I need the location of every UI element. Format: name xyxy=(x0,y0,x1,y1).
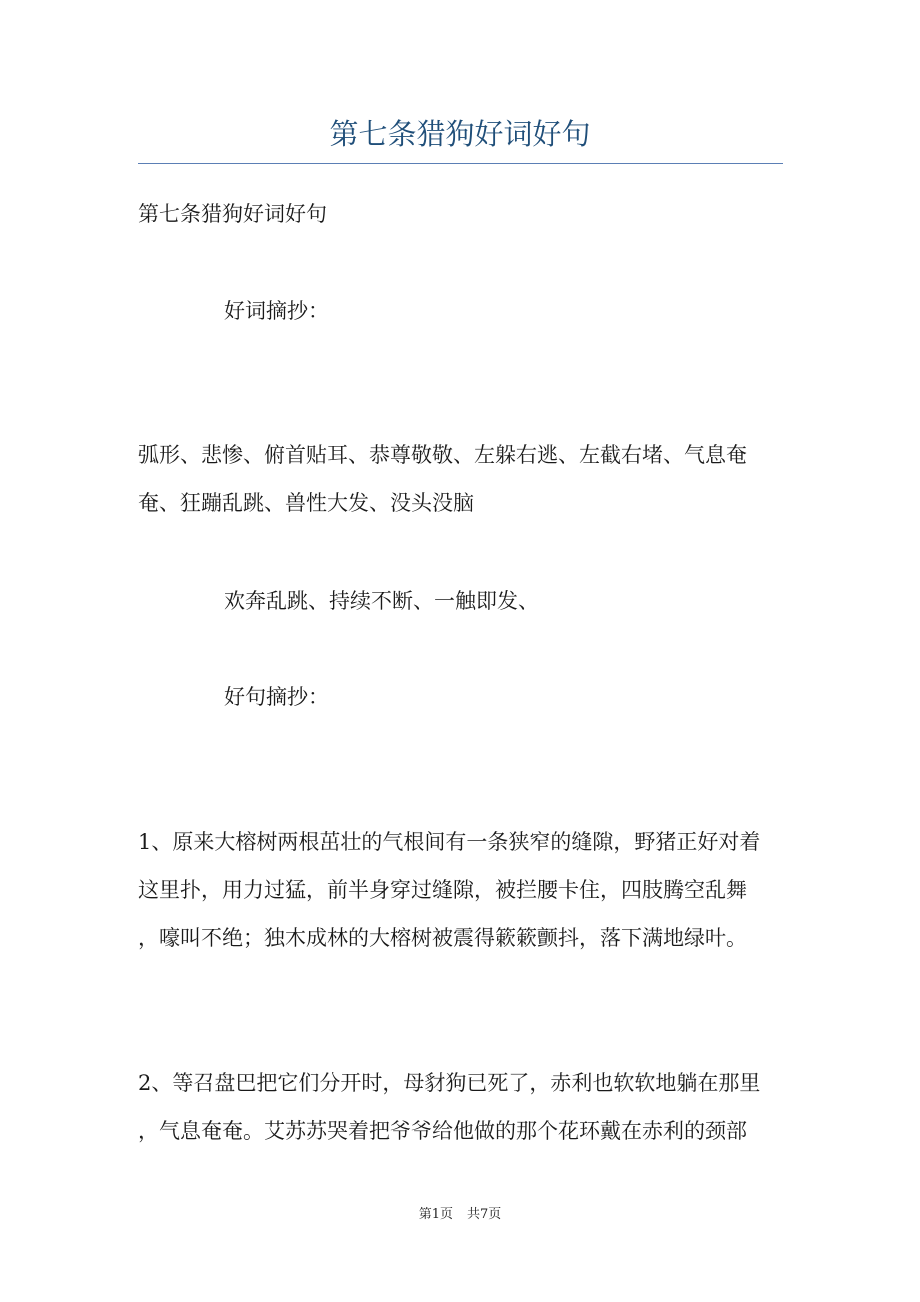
words-extra: 欢奔乱跳、持续不断、一触即发、 xyxy=(224,589,539,613)
page-title: 第七条猎狗好词好句 xyxy=(329,117,591,151)
title-divider xyxy=(138,163,783,164)
sentence-line: ，气息奄奄。艾苏苏哭着把爷爷给他做的那个花环戴在赤利的颈部 xyxy=(138,1119,747,1143)
page-number: 第1页 xyxy=(418,1207,453,1222)
words-heading: 好词摘抄： xyxy=(224,299,329,323)
page-footer xyxy=(0,1205,920,1225)
page-total: 共7页 xyxy=(467,1207,502,1222)
sentence-line: ，嚎叫不绝；独木成林的大榕树被震得簌簌颤抖，落下满地绿叶。 xyxy=(138,926,747,950)
sentence-1 xyxy=(138,818,783,962)
words-line: 奄、狂蹦乱跳、兽性大发、没头没脑 xyxy=(138,491,474,515)
sentences-heading: 好句摘抄： xyxy=(224,685,329,709)
sentence-line: 2、等召盘巴把它们分开时，母豺狗已死了，赤利也软软地躺在那里 xyxy=(138,1071,761,1095)
sentence-line: 这里扑，用力过猛，前半身穿过缝隙，被拦腰卡住，四肢腾空乱舞 xyxy=(138,878,747,902)
words-paragraph xyxy=(138,431,783,527)
sentence-2 xyxy=(138,1059,783,1155)
words-line: 弧形、悲惨、俯首贴耳、恭尊敬敬、左躲右逃、左截右堵、气息奄 xyxy=(138,443,747,467)
sentence-line: 1、原来大榕树两根茁壮的气根间有一条狭窄的缝隙，野猪正好对着 xyxy=(138,830,761,854)
doc-subtitle: 第七条猎狗好词好句 xyxy=(138,202,327,226)
